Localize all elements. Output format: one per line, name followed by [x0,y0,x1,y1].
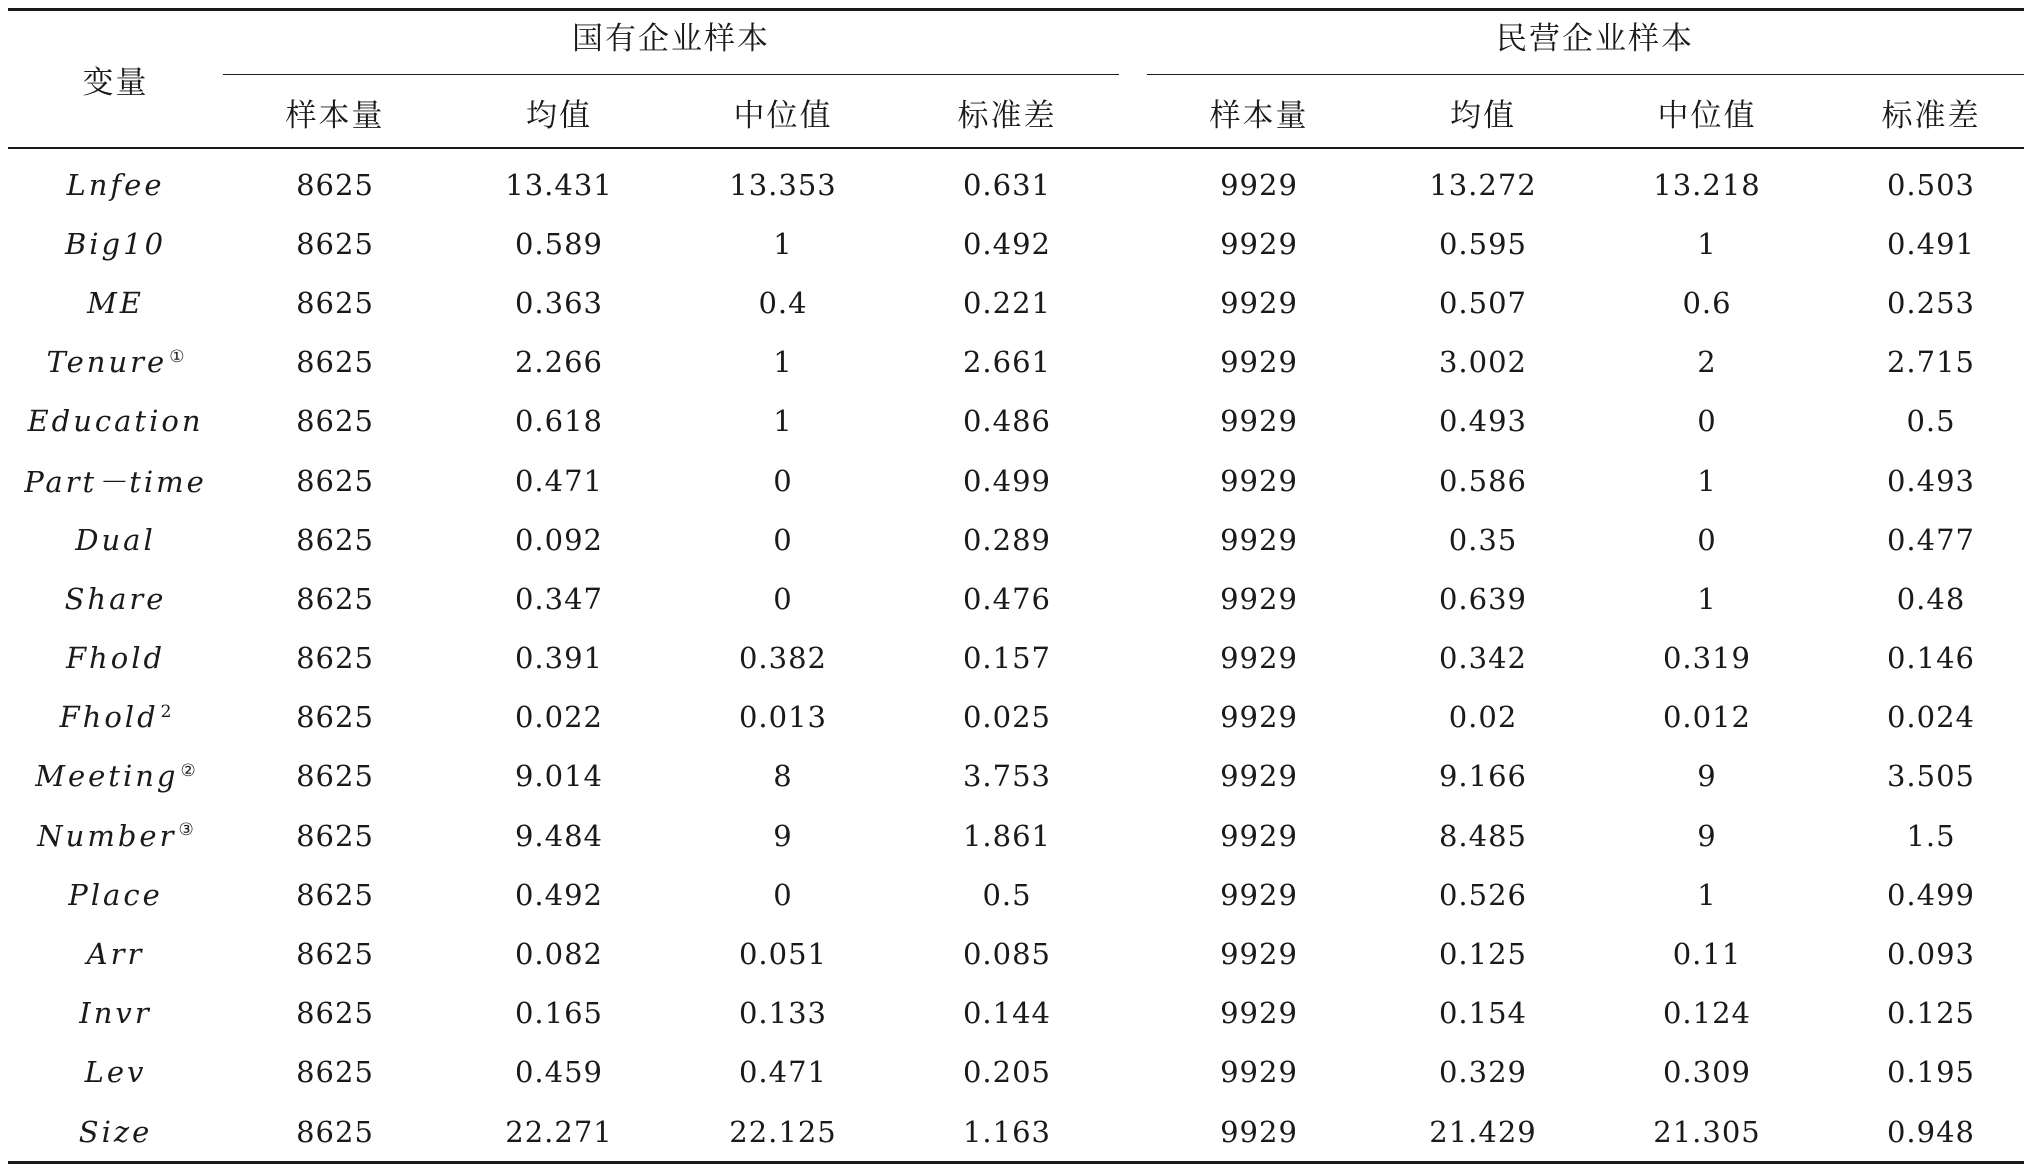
value-cell: 13.218 [1653,167,1761,202]
value-cell: 0.133 [738,996,828,1031]
value-cell: 0.503 [1886,167,1976,202]
value-cell: 8625 [296,1114,374,1149]
value-cell: 0.205 [962,1055,1052,1090]
group-gap [1119,148,1147,214]
value-cell: 8625 [296,345,374,380]
table-row [8,984,2024,1043]
variable-name: Meeting [35,759,179,794]
value-cell: 0.02 [1448,700,1518,735]
variable-name: Part－time [24,465,207,500]
value-cell: 13.353 [729,167,837,202]
value-cell: 0.093 [1886,937,1976,972]
variable-name: Lev [84,1055,147,1090]
value-cell: 9929 [1220,996,1298,1031]
value-cell: 0.499 [1886,877,1976,912]
value-cell: 3.753 [962,759,1052,794]
value-cell: 0.144 [962,996,1052,1031]
value-cell: 9929 [1220,522,1298,557]
value-cell: 21.305 [1653,1114,1761,1149]
value-cell: 0.342 [1438,641,1528,676]
value-cell: 0.486 [962,404,1052,439]
group-gap [1119,924,1147,983]
value-cell: 8625 [296,818,374,853]
variable-name-cell [8,1102,223,1163]
value-cell: 1.163 [962,1114,1052,1149]
value-cell: 8625 [296,226,374,261]
value-cell: 8625 [296,877,374,912]
value-cell: 0.5 [1906,404,1956,439]
value-cell: 8625 [296,167,374,202]
value-cell: 9929 [1220,937,1298,972]
value-cell: 0.347 [514,581,604,616]
group-gap [1119,747,1147,806]
group-gap [1119,392,1147,451]
value-cell: 0.476 [962,581,1052,616]
value-cell: 8 [773,759,793,794]
value-cell: 9929 [1220,700,1298,735]
value-cell: 0.48 [1896,581,1966,616]
value-cell: 9929 [1220,1055,1298,1090]
state-owned-group-header [223,10,1119,78]
variable-name-cell [8,333,223,392]
table-row [8,688,2024,747]
value-cell: 0.253 [1886,285,1976,320]
variable-name-cell [8,273,223,332]
value-cell: 0.526 [1438,877,1528,912]
group-gap [1119,806,1147,865]
value-cell: 0.051 [738,937,828,972]
value-cell: 0.329 [1438,1055,1528,1090]
value-cell: 3.505 [1886,759,1976,794]
value-cell: 8625 [296,581,374,616]
sub-header: 样本量 [285,97,385,134]
variable-name-cell [8,806,223,865]
value-cell: 0.289 [962,522,1052,557]
value-cell: 0.319 [1662,641,1752,676]
value-cell: 8625 [296,937,374,972]
sub-header: 中位值 [733,97,833,134]
value-cell: 9.014 [514,759,604,794]
value-cell: 1 [1697,581,1717,616]
variable-name: Invr [79,996,152,1031]
value-cell: 0.165 [514,996,604,1031]
variable-note-mark: 2 [160,701,172,722]
value-cell: 0.631 [962,167,1052,202]
value-cell: 0.459 [514,1055,604,1090]
table-row [8,629,2024,688]
descriptive-statistics-table [8,8,2024,1164]
value-cell: 0 [1697,522,1717,557]
variable-name: Arr [86,937,145,972]
value-cell: 8625 [296,463,374,498]
value-cell: 1 [1697,463,1717,498]
value-cell: 0.309 [1662,1055,1752,1090]
table-row [8,451,2024,510]
sub-header: 样本量 [1209,97,1309,134]
group-gap [1119,214,1147,273]
value-cell: 0 [773,581,793,616]
value-cell: 0.125 [1438,937,1528,972]
value-cell: 1 [773,404,793,439]
value-cell: 9 [1697,759,1717,794]
value-cell: 0.382 [738,641,828,676]
variable-note-mark: ② [180,760,196,781]
value-cell: 22.125 [729,1114,837,1149]
value-cell: 0.082 [514,937,604,972]
value-cell: 9929 [1220,167,1298,202]
table-row [8,214,2024,273]
variable-name: Number [37,818,177,853]
value-cell: 0.507 [1438,285,1528,320]
variable-name: Share [64,581,167,616]
variable-name: Education [27,404,204,439]
private-group-label: 民营企业样本 [1147,13,2024,75]
group-gap [1119,273,1147,332]
value-cell: 0.492 [962,226,1052,261]
group-gap [1119,10,1147,78]
sub-header: 中位值 [1657,97,1757,134]
value-cell: 0.195 [1886,1055,1976,1090]
value-cell: 8625 [296,759,374,794]
value-cell: 1 [773,345,793,380]
group-gap [1119,984,1147,1043]
group-gap [1119,333,1147,392]
value-cell: 0.092 [514,522,604,557]
group-gap [1119,688,1147,747]
value-cell: 9929 [1220,641,1298,676]
variable-note-mark: ① [169,346,185,367]
variable-name-cell [8,569,223,628]
table-row [8,392,2024,451]
value-cell: 0.586 [1438,463,1528,498]
table-row [8,1043,2024,1102]
sub-header: 标准差 [957,97,1057,134]
value-cell: 0 [773,522,793,557]
value-cell: 9929 [1220,404,1298,439]
value-cell: 0.146 [1886,641,1976,676]
variable-name-cell [8,510,223,569]
value-cell: 0.221 [962,285,1052,320]
value-cell: 0.493 [1886,463,1976,498]
sub-header: 均值 [526,97,592,134]
private-group-header [1147,10,2024,78]
table-row [8,569,2024,628]
value-cell: 0.948 [1886,1114,1976,1149]
value-cell: 2.661 [962,345,1052,380]
value-cell: 0.363 [514,285,604,320]
value-cell: 13.431 [505,167,613,202]
table-body [8,148,2024,1163]
group-gap [1119,629,1147,688]
value-cell: 8625 [296,522,374,557]
variable-name-cell [8,984,223,1043]
value-cell: 0.4 [758,285,808,320]
variable-note-mark: ③ [178,820,194,840]
variable-name-cell [8,451,223,510]
value-cell: 8625 [296,700,374,735]
value-cell: 0.11 [1672,937,1742,972]
variable-column-header: 变量 [8,10,223,149]
value-cell: 9929 [1220,759,1298,794]
table-row [8,273,2024,332]
group-gap [1119,569,1147,628]
value-cell: 0.157 [962,641,1052,676]
variable-name-cell [8,865,223,924]
sub-header: 均值 [1450,97,1516,134]
value-cell: 0.125 [1886,996,1976,1031]
value-cell: 8625 [296,285,374,320]
value-cell: 22.271 [505,1114,613,1149]
value-cell: 0.025 [962,700,1052,735]
group-gap [1119,451,1147,510]
group-gap [1119,77,1147,148]
variable-name-cell [8,392,223,451]
variable-name-cell [8,148,223,214]
value-cell: 3.002 [1438,345,1528,380]
value-cell: 0.499 [962,463,1052,498]
value-cell: 0.493 [1438,404,1528,439]
variable-name: Big10 [64,226,167,261]
table-row [8,806,2024,865]
value-cell: 9 [1697,818,1717,853]
value-cell: 0.154 [1438,996,1528,1031]
value-cell: 0.013 [738,700,828,735]
variable-name-cell [8,924,223,983]
header-row-groups [8,10,2024,78]
value-cell: 0.6 [1682,285,1732,320]
table-row [8,924,2024,983]
state-owned-group-label: 国有企业样本 [223,13,1119,75]
value-cell: 8625 [296,641,374,676]
value-cell: 0.639 [1438,581,1528,616]
value-cell: 8.485 [1438,818,1528,853]
variable-name-cell [8,688,223,747]
table-row [8,510,2024,569]
table-row [8,747,2024,806]
value-cell: 0.477 [1886,522,1976,557]
value-cell: 0.35 [1448,522,1518,557]
value-cell: 9.484 [514,818,604,853]
sub-header: 标准差 [1881,97,1981,134]
value-cell: 13.272 [1429,167,1537,202]
variable-name: Fhold [59,700,159,735]
table-row [8,1102,2024,1163]
variable-name-cell [8,629,223,688]
value-cell: 0.024 [1886,700,1976,735]
value-cell: 0.085 [962,937,1052,972]
table-row [8,333,2024,392]
value-cell: 0 [773,463,793,498]
value-cell: 0.589 [514,226,604,261]
value-cell: 9929 [1220,581,1298,616]
value-cell: 9.166 [1438,759,1528,794]
value-cell: 9929 [1220,345,1298,380]
value-cell: 0.471 [738,1055,828,1090]
value-cell: 1 [773,226,793,261]
value-cell: 0.492 [514,877,604,912]
group-gap [1119,1102,1147,1163]
variable-name: Place [68,877,163,912]
variable-name: Dual [75,522,156,557]
variable-name-cell [8,214,223,273]
value-cell: 8625 [296,404,374,439]
value-cell: 9929 [1220,463,1298,498]
value-cell: 9929 [1220,285,1298,320]
value-cell: 0.595 [1438,226,1528,261]
value-cell: 2.715 [1886,345,1976,380]
value-cell: 0.5 [982,877,1032,912]
variable-name-cell [8,1043,223,1102]
group-gap [1119,510,1147,569]
value-cell: 1 [1697,226,1717,261]
variable-name: ME [87,285,144,320]
value-cell: 0.391 [514,641,604,676]
value-cell: 0.618 [514,404,604,439]
value-cell: 1 [1697,877,1717,912]
value-cell: 2.266 [514,345,604,380]
header-row-stats [8,77,2024,148]
value-cell: 0.124 [1662,996,1752,1031]
value-cell: 2 [1697,345,1717,380]
value-cell: 21.429 [1429,1114,1537,1149]
group-gap [1119,865,1147,924]
value-cell: 9929 [1220,877,1298,912]
value-cell: 0.471 [514,463,604,498]
value-cell: 0.012 [1662,700,1752,735]
value-cell: 9929 [1220,226,1298,261]
value-cell: 0.491 [1886,226,1976,261]
table-row [8,865,2024,924]
variable-name: Size [78,1114,153,1149]
group-gap [1119,1043,1147,1102]
value-cell: 0 [1697,404,1717,439]
table-row [8,148,2024,214]
value-cell: 0.022 [514,700,604,735]
value-cell: 1.861 [962,818,1052,853]
variable-name: Tenure [46,345,168,380]
value-cell: 1.5 [1906,818,1956,853]
value-cell: 8625 [296,1055,374,1090]
value-cell: 9929 [1220,1114,1298,1149]
value-cell: 0 [773,877,793,912]
variable-name: Fhold [65,641,166,676]
variable-name: Lnfee [66,167,165,202]
value-cell: 8625 [296,996,374,1031]
value-cell: 9929 [1220,818,1298,853]
value-cell: 9 [773,818,793,853]
variable-name-cell [8,747,223,806]
